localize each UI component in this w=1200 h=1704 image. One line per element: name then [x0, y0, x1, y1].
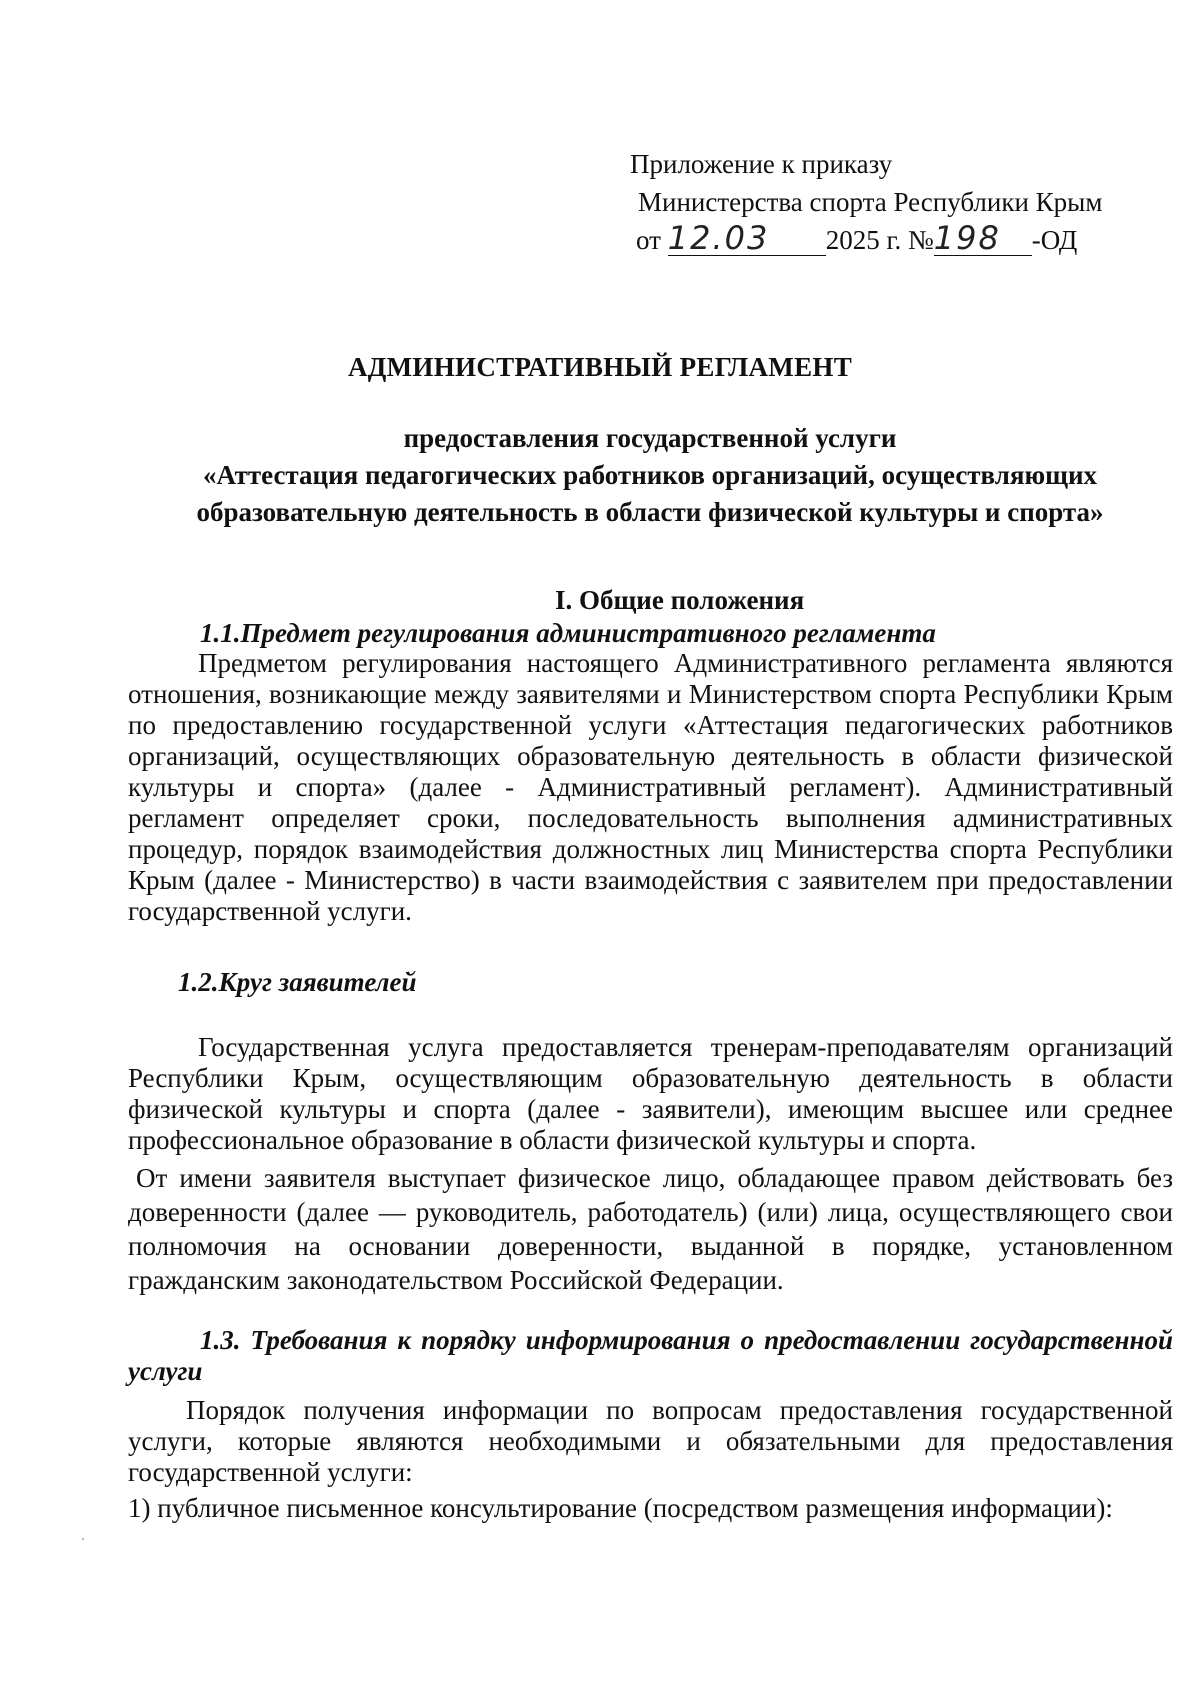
list-item-1: 1) публичное письменное консультирование (посредством размещения информации):	[128, 1493, 1113, 1523]
document-title: АДМИНИСТРАТИВНЫЙ РЕГЛАМЕНТ	[347, 352, 853, 382]
subsection-1-1-paragraph	[128, 648, 1173, 927]
subtitle-line-1: предоставления государственной услуги	[403, 423, 897, 453]
scan-speck	[82, 1538, 84, 1540]
heading-text: 1.3. Требования к порядку информирования о предоставлении государственной услуги	[128, 1325, 1173, 1386]
year-label: 2025 г. №	[825, 225, 934, 255]
subsection-1-3-heading	[128, 1325, 1173, 1387]
document-subtitle	[130, 420, 1170, 531]
subsection-1-2-paragraph-2	[128, 1161, 1173, 1297]
handwritten-number: 198	[933, 219, 1001, 257]
order-annex-header	[630, 145, 1102, 259]
date-blank	[667, 219, 826, 257]
number-blank	[933, 219, 1032, 257]
subsection-1-2-paragraph-1	[128, 1032, 1173, 1156]
annex-line: Приложение к приказу	[630, 149, 893, 179]
order-date-number-line	[630, 221, 1102, 259]
ministry-line: Министерства спорта Республики Крым	[638, 187, 1103, 217]
subsection-1-3-paragraph	[128, 1395, 1173, 1488]
subsection-1-2-heading: 1.2.Круг заявителей	[178, 967, 417, 997]
subsection-1-1-heading: 1.1.Предмет регулирования административного регламента	[200, 618, 936, 648]
paragraph-text: Порядок получения информации по вопросам предоставления государственной услуги, которые являются необходимыми и обязательными для предоставления государственной услуги:	[128, 1395, 1173, 1487]
date-prefix: от	[636, 225, 661, 255]
subtitle-line-3: образовательную деятельность в области физической культуры и спорта»	[196, 497, 1104, 527]
paragraph-text: Предметом регулирования настоящего Административного регламента являются отношения, возникающие между заявителями и Министерством спорта Республики Крым по предоставлению государственной услуги «Аттестация педагогических работников организаций, осуществляющих образовательную деятельность в области физической культуры и спорта» (далее - Административный регламент). Административный регламент определяет сроки, последовательность выполнения административных процедур, порядок взаимодействия должностных лиц Министерства спорта Республики Крым (далее - Министерство) в части взаимодействия с заявителем при предоставлении государственной услуги.	[128, 648, 1173, 926]
handwritten-date: 12.03	[667, 219, 770, 257]
section-heading: I. Общие положения	[555, 585, 805, 615]
paragraph-text: От имени заявителя выступает физическое лицо, обладающее правом действовать без доверенности (далее — руководитель, работодатель) (или) лица, осуществляющего свои полномочия на основании доверенности, выданной в порядке, установленном гражданским законодательством Российской Федерации.	[128, 1163, 1173, 1295]
order-suffix: -ОД	[1031, 225, 1078, 255]
paragraph-text: Государственная услуга предоставляется тренерам-преподавателям организаций Республики Крым, осуществляющим образовательную деятельность в области физической культуры и спорта (далее - заявители), имеющим высшее или среднее профессиональное образование в области физической культуры и спорта.	[128, 1032, 1173, 1155]
subtitle-line-2: «Аттестация педагогических работников организаций, осуществляющих	[202, 460, 1098, 490]
